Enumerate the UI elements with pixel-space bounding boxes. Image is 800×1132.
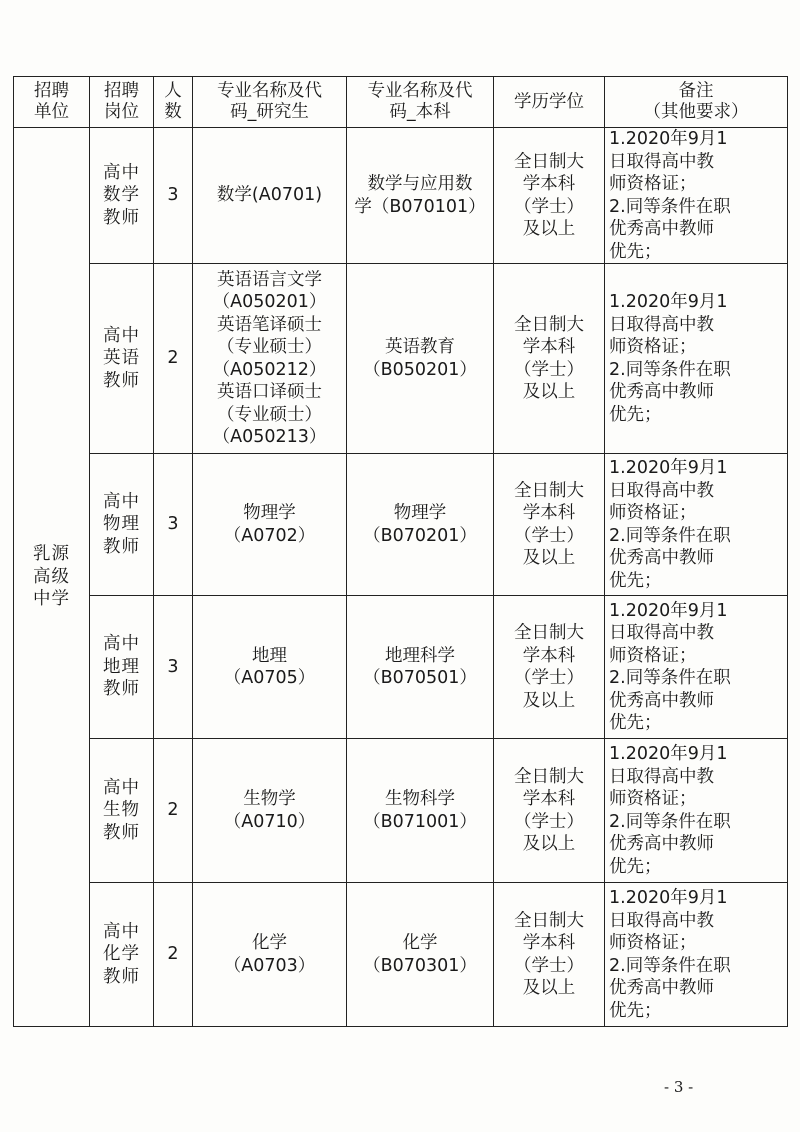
header-count: 人 数 [154,77,193,128]
position-cell: 高中 化学 教师 [90,883,154,1027]
grad-major-cell: 物理学 （A0702） [193,454,347,596]
count-cell: 3 [154,128,193,264]
education-cell: 全日制大 学本科 （学士） 及以上 [494,596,605,739]
undergrad-major-cell: 生物科学 （B071001） [347,739,494,883]
header-undergrad-major: 专业名称及代 码_本科 [347,77,494,128]
position-cell: 高中 数学 教师 [90,128,154,264]
remarks-cell: 1.2020年9月1 日取得高中教 师资格证； 2.同等条件在职 优秀高中教师 优先； [605,264,788,454]
remarks-cell: 1.2020年9月1 日取得高中教 师资格证； 2.同等条件在职 优秀高中教师 优先； [605,454,788,596]
table-row [14,883,788,1027]
position-cell: 高中 物理 教师 [90,454,154,596]
undergrad-major-cell: 地理科学 （B070501） [347,596,494,739]
remarks-cell: 1.2020年9月1 日取得高中教 师资格证； 2.同等条件在职 优秀高中教师 优先； [605,739,788,883]
header-grad-major: 专业名称及代 码_研究生 [193,77,347,128]
remarks-cell: 1.2020年9月1 日取得高中教 师资格证； 2.同等条件在职 优秀高中教师 优先； [605,596,788,739]
grad-major-cell: 英语语言文学 （A050201） 英语笔译硕士 （专业硕士） （A050212） 英语口译硕士 （专业硕士） （A050213） [193,264,347,454]
position-cell: 高中 生物 教师 [90,739,154,883]
remarks-cell: 1.2020年9月1 日取得高中教 师资格证； 2.同等条件在职 优秀高中教师 优先； [605,128,788,264]
unit-cell: 乳源 高级 中学 [14,128,90,1027]
grad-major-cell: 地理 （A0705） [193,596,347,739]
header-education: 学历学位 [494,77,605,128]
position-cell: 高中 地理 教师 [90,596,154,739]
count-cell: 2 [154,739,193,883]
table-row [14,596,788,739]
position-cell: 高中 英语 教师 [90,264,154,454]
grad-major-cell: 数学(A0701) [193,128,347,264]
undergrad-major-cell: 英语教育 （B050201） [347,264,494,454]
count-cell: 2 [154,264,193,454]
count-cell: 3 [154,454,193,596]
grad-major-cell: 生物学 （A0710） [193,739,347,883]
education-cell: 全日制大 学本科 （学士） 及以上 [494,128,605,264]
table-row [14,128,788,264]
education-cell: 全日制大 学本科 （学士） 及以上 [494,883,605,1027]
count-cell: 3 [154,596,193,739]
recruitment-table [13,76,788,1027]
table-row [14,264,788,454]
page-number: - 3 - [664,1078,694,1096]
undergrad-major-cell: 数学与应用数 学（B070101） [347,128,494,264]
header-row [14,77,788,128]
undergrad-major-cell: 物理学 （B070201） [347,454,494,596]
education-cell: 全日制大 学本科 （学士） 及以上 [494,264,605,454]
table-row [14,454,788,596]
table-row [14,739,788,883]
education-cell: 全日制大 学本科 （学士） 及以上 [494,454,605,596]
remarks-cell: 1.2020年9月1 日取得高中教 师资格证； 2.同等条件在职 优秀高中教师 优先； [605,883,788,1027]
header-remarks: 备注 （其他要求） [605,77,788,128]
grad-major-cell: 化学 （A0703） [193,883,347,1027]
header-position: 招聘 岗位 [90,77,154,128]
header-unit: 招聘 单位 [14,77,90,128]
count-cell: 2 [154,883,193,1027]
undergrad-major-cell: 化学 （B070301） [347,883,494,1027]
education-cell: 全日制大 学本科 （学士） 及以上 [494,739,605,883]
